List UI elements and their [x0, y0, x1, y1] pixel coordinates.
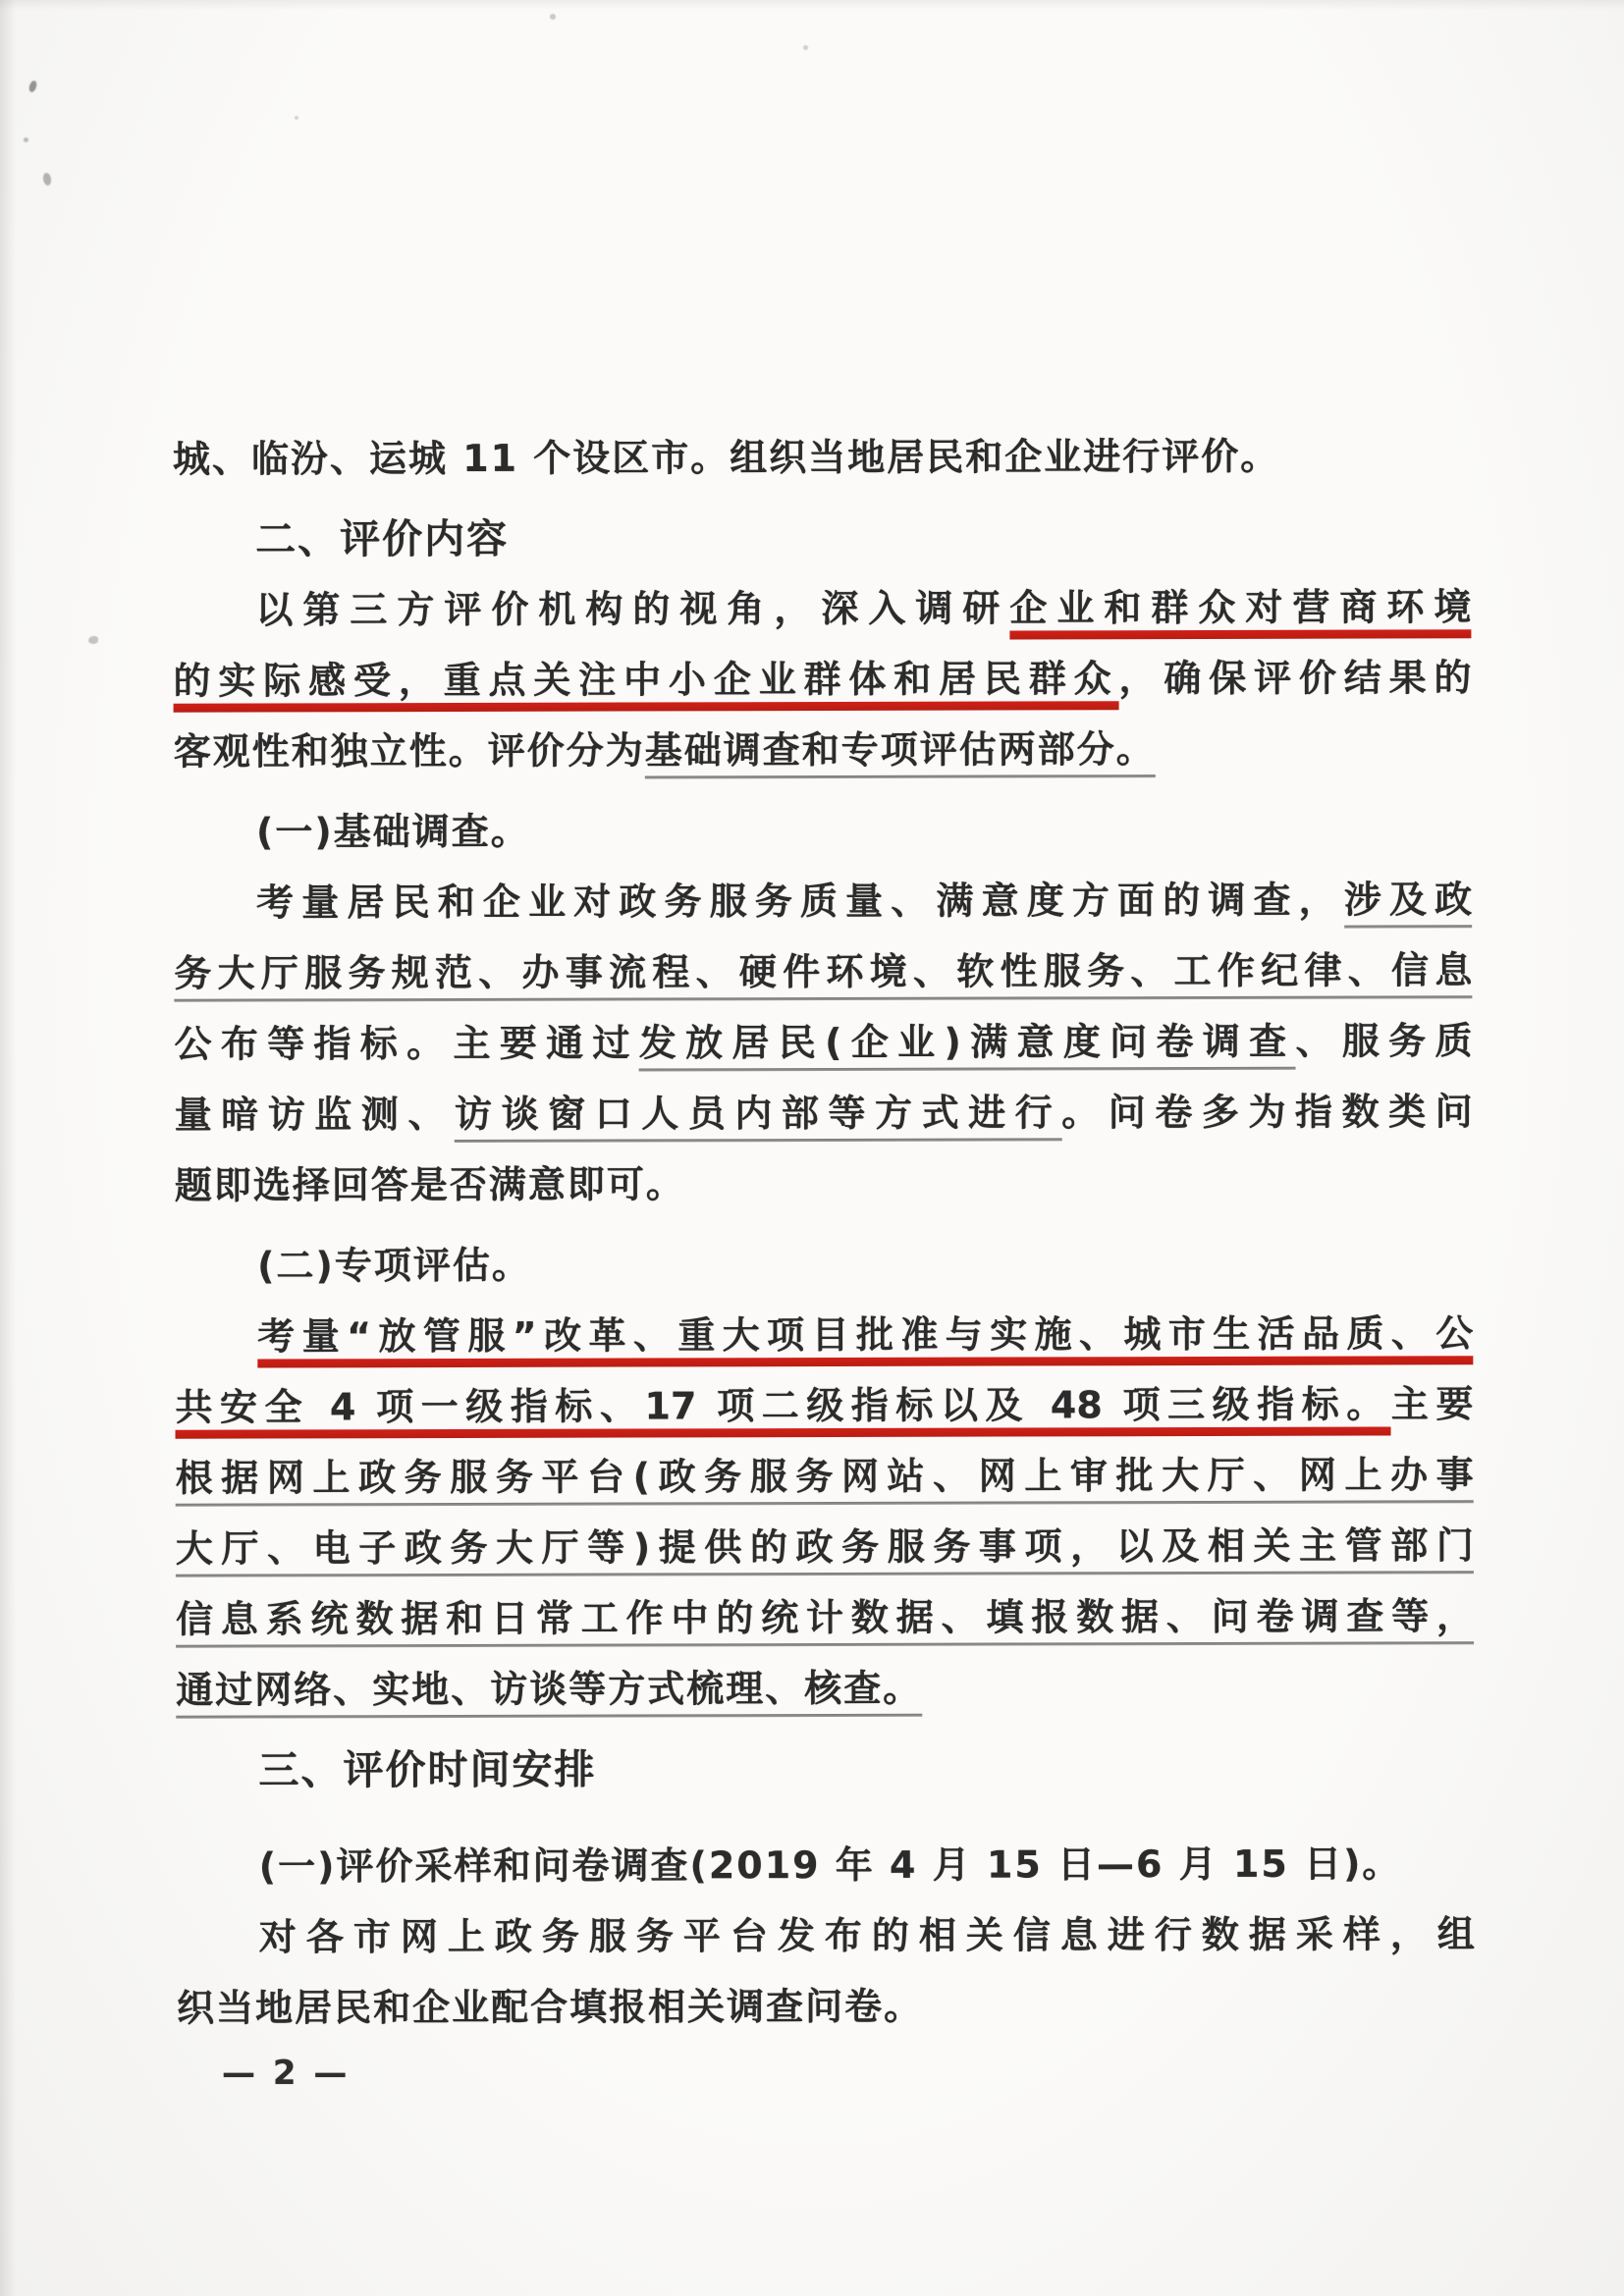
scan-edge-shadow: [0, 0, 16, 2296]
scan-speck: [88, 636, 98, 644]
text-segment: ，确保评价结果的: [1118, 656, 1472, 701]
pencil-underlined-text: 基础调查和专项评估两部分。: [645, 727, 1156, 778]
text-line: [175, 1076, 1473, 1149]
text-line: [177, 1898, 1475, 1972]
page-number: — 2 —: [222, 2054, 351, 2093]
text-segment: 。问卷多为指数类问: [1061, 1090, 1473, 1135]
line-paragraph1-continuation: [173, 420, 1471, 494]
text-segment: 客观性和独立性。评价分为: [173, 728, 645, 774]
text-line: [175, 1298, 1473, 1371]
text-segment: 对各市网上政务服务平台发布的相关信息进行数据采样，组: [258, 1912, 1475, 1959]
text-segment: 主要: [1390, 1382, 1474, 1426]
document-lines: [173, 420, 1475, 2043]
subheading-basic-survey: [174, 793, 1472, 867]
heading-section-2: [173, 501, 1471, 574]
text-line: [173, 571, 1471, 645]
text-segment: 、服务质: [1295, 1019, 1473, 1063]
red-underlined-text: 考量“放管服”改革、重大项目批准与实施、城市生活品质、公: [257, 1311, 1473, 1367]
text-line: [174, 713, 1472, 786]
red-underlined-text: 共安全 4 项一级指标、17 项二级指标以及 48 项三级指标。: [175, 1382, 1391, 1438]
text-line: [176, 1510, 1474, 1583]
text-segment: 以第三方评价机构的视角，深入调研: [255, 586, 1010, 632]
scan-speck: [42, 172, 52, 186]
text-segment: 城、临汾、运城 11 个设区市。组织当地居民和企业进行评价。: [172, 434, 1280, 481]
pencil-underlined-text: 通过网络、实地、访谈等方式梳理、核查。: [176, 1667, 922, 1719]
pencil-underlined-text: 信息系统数据和日常工作中的统计数据、填报数据、问卷调查等，: [176, 1594, 1474, 1647]
heading-section-3: [176, 1732, 1474, 1805]
scan-speck: [27, 80, 37, 93]
text-segment: 考量居民和企业对政务服务质量、满意度方面的调查，: [256, 878, 1344, 925]
pencil-underlined-text: 访谈窗口人员内部等方式进行: [455, 1091, 1061, 1143]
text-line: [173, 642, 1471, 716]
text-line: [174, 934, 1472, 1008]
subheading-timeline-sampling: [177, 1828, 1475, 1901]
text-segment: (一)评价采样和问卷调查(2019 年 4 月 15 日—6 月 15 日)。: [258, 1842, 1402, 1889]
red-underlined-text: 企业和群众对营商环境: [1009, 585, 1471, 639]
subheading-special-assessment: [175, 1227, 1473, 1301]
text-line: [175, 1147, 1473, 1220]
text-line: [175, 1368, 1473, 1442]
pencil-underlined-text: 发放居民(企业)满意度问卷调查: [639, 1020, 1296, 1072]
text-segment: 三、评价时间安排: [258, 1745, 597, 1794]
pencil-underlined-text: 根据网上政务服务平台(政务服务网站、网上审批大厅、网上办事: [176, 1453, 1474, 1506]
scan-speck: [295, 116, 298, 120]
text-segment: 量暗访监测、: [174, 1092, 456, 1137]
text-segment: 织当地居民和企业配合填报相关调查问卷。: [177, 1984, 924, 2030]
text-line: [174, 1005, 1472, 1079]
text-line: [176, 1439, 1474, 1513]
text-segment: 题即选择回答是否满意即可。: [174, 1162, 685, 1207]
scan-edge-shadow: [0, 0, 1624, 10]
scan-speck: [550, 14, 556, 20]
text-segment: (一)基础调查。: [255, 809, 530, 854]
pencil-underlined-text: 涉及政: [1344, 878, 1472, 928]
scan-speck: [24, 137, 28, 142]
text-line: [176, 1651, 1474, 1725]
pencil-underlined-text: 务大厅服务规范、办事流程、硬件环境、软性服务、工作纪律、信息: [174, 948, 1472, 1001]
text-segment: (二)专项评估。: [257, 1243, 531, 1288]
text-segment: 二、评价内容: [255, 514, 510, 563]
text-line: [177, 1969, 1475, 2043]
text-segment: 公布等指标。主要通过: [174, 1021, 639, 1066]
scan-speck: [803, 45, 808, 50]
text-line: [176, 1580, 1474, 1654]
red-underlined-text: 的实际感受，重点关注中小企业群体和居民群众: [173, 657, 1118, 713]
pencil-underlined-text: 大厅、电子政务大厅等)提供的政务服务事项，以及相关主管部门: [176, 1523, 1474, 1576]
text-line: [174, 864, 1472, 937]
